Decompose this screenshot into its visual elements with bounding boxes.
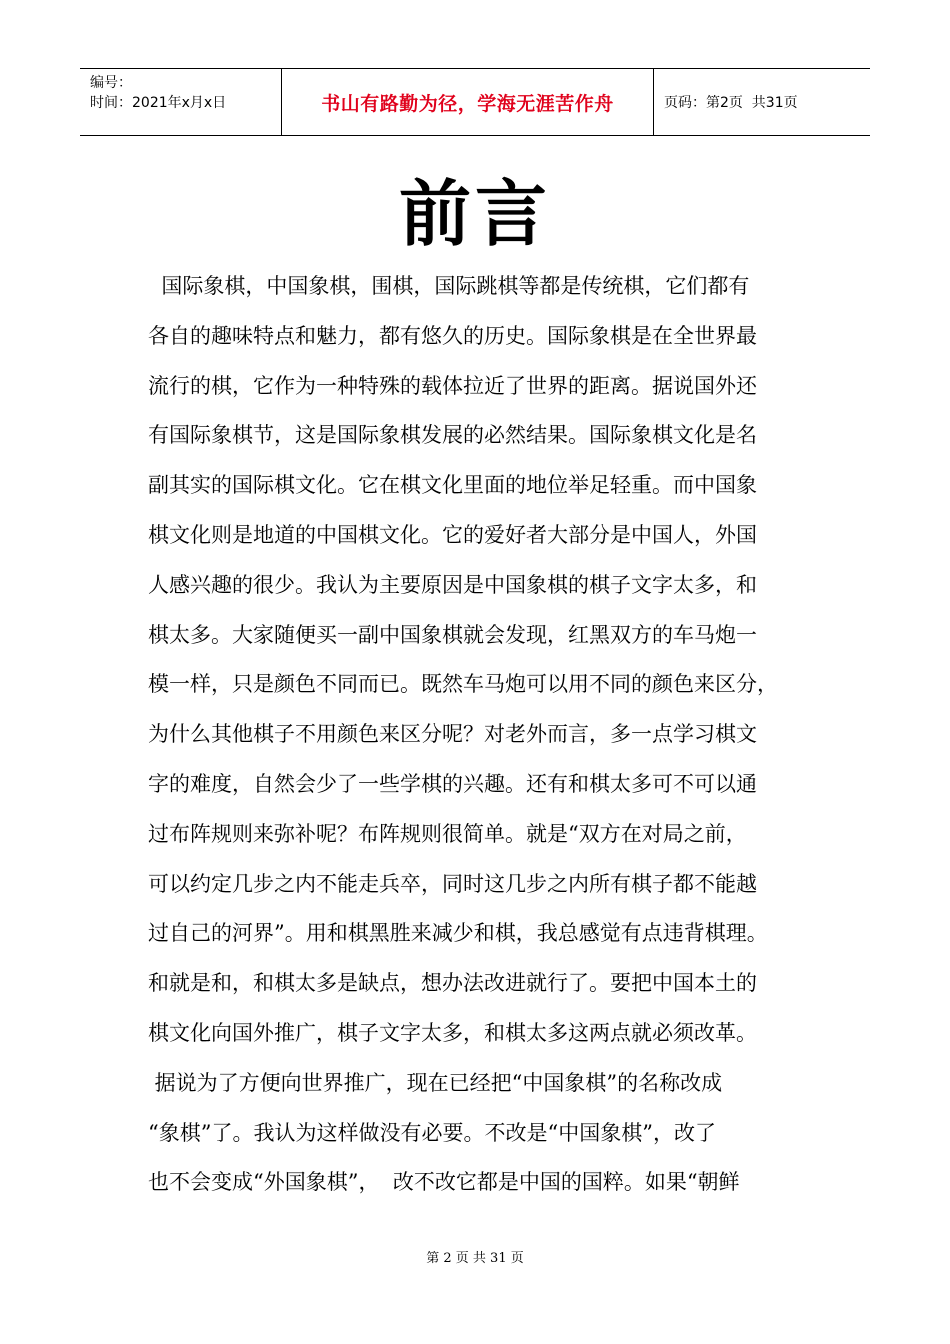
text-line: 国际象棋，中国象棋，围棋，国际跳棋等都是传统棋，它们都有 — [148, 274, 750, 298]
page-footer: 第 2 页 共 31 页 — [426, 1251, 524, 1266]
text-line: 可以约定几步之内不能走兵卒，同时这几步之内所有棋子都不能越 — [148, 871, 757, 896]
text-line: 过布阵规则来弥补呢？布阵规则很简单。就是“双方在对局之前， — [148, 821, 747, 846]
motto-text: 书山有路勤为径，学海无涯苦作舟 — [321, 92, 614, 115]
text-line: 和就是和，和棋太多是缺点，想办法改进就行了。要把中国本土的 — [148, 971, 757, 996]
text-line: 棋文化向国外推广，棋子文字太多，和棋太多这两点就必须改革。 — [148, 1020, 757, 1045]
text-line: 有国际象棋节，这是国际象棋发展的必然结果。国际象棋文化是名 — [148, 423, 757, 448]
header-meta-cell — [80, 69, 282, 135]
text-line: 各自的趣味特点和魅力，都有悠久的历史。国际象棋是在全世界最 — [148, 323, 757, 348]
body-paragraphs — [148, 262, 828, 1208]
text-line: 副其实的国际棋文化。它在棋文化里面的地位举足轻重。而中国象 — [148, 473, 757, 498]
document-title: 前言 — [398, 172, 551, 256]
header-page-cell — [654, 69, 870, 135]
text-line: “象棋”了。我认为这样做没有必要。不改是“中国象棋”，改了 — [148, 1120, 716, 1145]
serial-number-label: 编号： — [90, 75, 132, 91]
text-line: 字的难度，自然会少了一些学棋的兴趣。还有和棋太多可不可以通 — [148, 771, 757, 796]
text-line: 模一样，只是颜色不同而已。既然车马炮可以用不同的颜色来区分， — [148, 672, 778, 697]
time-label: 时间：2021年x月x日 — [90, 95, 227, 111]
page-info-text: 页码：第2页 共31页 — [664, 95, 798, 111]
text-line: 据说为了方便向世界推广，现在已经把“中国象棋”的名称改成 — [148, 1070, 723, 1095]
text-line: 棋文化则是地道的中国棋文化。它的爱好者大部分是中国人，外国 — [148, 522, 757, 547]
text-line: 为什么其他棋子不用颜色来区分呢？对老外而言，多一点学习棋文 — [148, 722, 757, 747]
text-line: 流行的棋，它作为一种特殊的载体拉近了世界的距离。据说国外还 — [148, 373, 757, 398]
page-header — [80, 68, 870, 136]
text-line: 过自己的河界”。用和棋黑胜来减少和棋，我总感觉有点违背棋理。 — [148, 921, 768, 946]
text-line: 人感兴趣的很少。我认为主要原因是中国象棋的棋子文字太多，和 — [148, 572, 757, 597]
text-line: 也不会变成“外国象棋”， 改不改它都是中国的国粹。如果“朝鲜 — [148, 1170, 740, 1195]
header-motto-cell — [282, 69, 654, 135]
text-line: 棋太多。大家随便买一副中国象棋就会发现，红黑双方的车马炮一 — [148, 622, 757, 647]
